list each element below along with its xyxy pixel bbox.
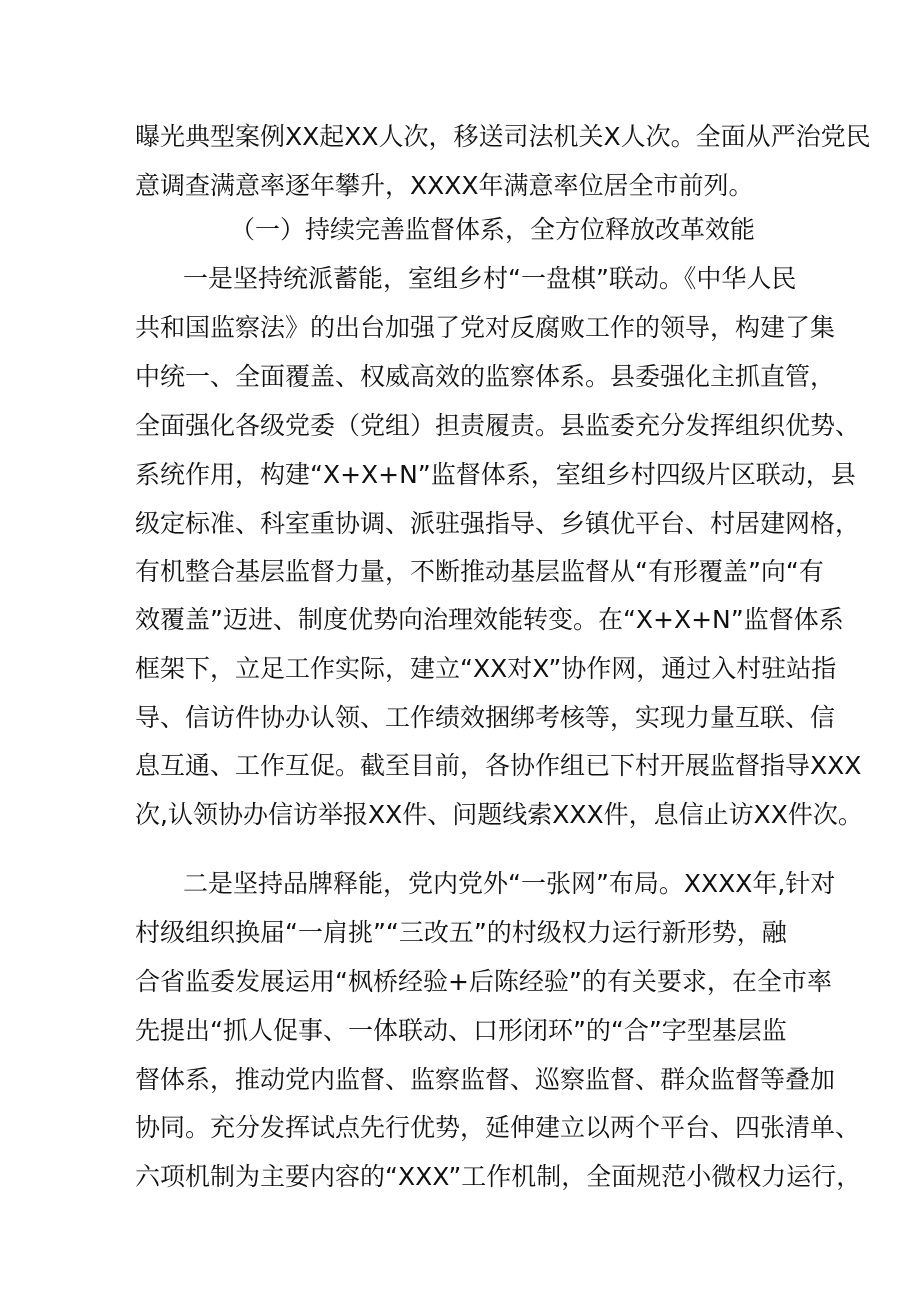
text-line: 合省监委发展运用“枫桥经验+后陈经验”的有关要求，在全市率 — [135, 967, 832, 996]
text-line: 中统一、全面覆盖、权威高效的监察体系。县委强化主抓直管， — [135, 362, 836, 391]
text-line: 协同。充分发挥试点先行优势，延伸建立以两个平台、四张清单、 — [135, 1113, 861, 1142]
text-line: 导、信访件协办认领、工作绩效捆绑考核等，实现力量互联、信 — [135, 703, 836, 732]
text-line: 意调查满意率逐年攀升，XXXX年满意率位居全市前列。 — [135, 171, 754, 200]
text-line: 系统作用，构建“X+X+N”监督体系，室组乡村四级片区联动，县 — [135, 460, 856, 489]
text-line: 先提出“抓人促事、一体联动、口形闭环”的“合”字型基层监 — [135, 1016, 787, 1045]
paragraph-first-line: 二是坚持品牌释能，党内党外“一张网”布局。XXXX年,针对 — [183, 869, 836, 898]
text-line: 督体系，推动党内监督、监察监督、巡察监督、群众监督等叠加 — [135, 1065, 836, 1094]
text-line: 曝光典型案例XX起XX人次，移送司法机关X人次。全面从严治党民 — [135, 122, 871, 151]
text-line: 次,认领协办信访举报XX件、问题线索XXX件，息信止访XX件次。 — [135, 800, 863, 829]
text-line: 级定标准、科室重协调、派驻强指导、乡镇优平台、村居建网格， — [135, 509, 861, 538]
text-line: 息互通、工作互促。截至目前，各协作组已下村开展监督指导XXX — [135, 751, 862, 780]
text-line: 村级组织换届“一肩挑”“三改五”的村级权力运行新形势，融 — [135, 918, 787, 947]
text-line: 全面强化各级党委（党组）担责履责。县监委充分发挥组织优势、 — [135, 411, 861, 440]
text-line: 框架下，立足工作实际，建立“XX对X”协作网，通过入村驻站指 — [135, 654, 837, 683]
text-line: 效覆盖”迈进、制度优势向治理效能转变。在“X+X+N”监督体系 — [135, 605, 844, 634]
text-line: 有机整合基层监督力量，不断推动基层监督从“有形覆盖”向“有 — [135, 557, 824, 586]
text-line: 共和国监察法》的出台加强了党对反腐败工作的领导，构建了集 — [135, 313, 836, 342]
text-line: 六项机制为主要内容的“XXX”工作机制，全面规范小微权力运行， — [135, 1162, 862, 1191]
paragraph-first-line: 一是坚持统派蓄能，室组乡村“一盘棋”联动。《中华人民 — [183, 264, 797, 293]
section-heading: （一）持续完善监督体系，全方位释放改革效能 — [230, 215, 756, 244]
